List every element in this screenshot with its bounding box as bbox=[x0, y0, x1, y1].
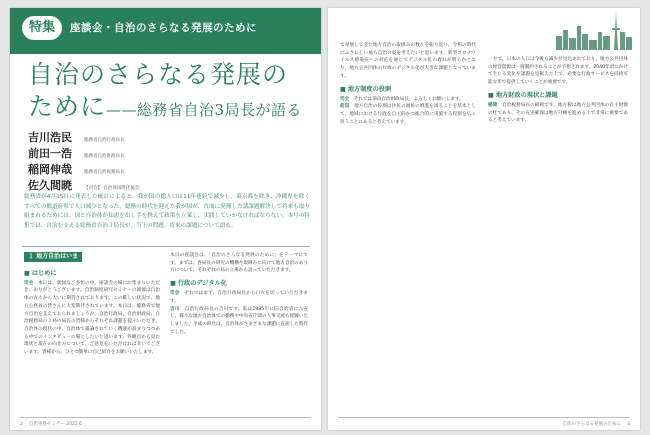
lead-paragraph: 総務省が4月15日に発表した統計によると、我が国の総人口は11年連続で減少し、東京都を除き、沖縄県を除くすべての都道府県で人口減少となった。総務の時代を迎えた我が国が、直面に発揮した諸課題解決して将来も取り組まれるためには、国と自治体が知恵を出し手を携えて政策を立案し、実践していかなければならない。本号の特集では、自治を支える総務省自治３局長が、当下の問題、将来の課題について語る。 bbox=[24, 194, 310, 229]
left-page bbox=[10, 8, 321, 430]
right-column-2 bbox=[488, 56, 628, 125]
header-band bbox=[10, 8, 321, 54]
paragraph bbox=[340, 96, 476, 104]
paragraph bbox=[340, 42, 476, 81]
paragraph-text: 一方で、日本の人口は今後も減少が見込まれており、地方公共団体の経営資源は一層制約されることが予想されます。2040年頃にかけて生じる変化や課題を見据えた上で、必要な行政サービスを持続可能な形で提供していくことが重要です。 bbox=[488, 57, 628, 86]
participant bbox=[28, 129, 139, 145]
paragraph bbox=[170, 290, 308, 305]
paragraph bbox=[170, 252, 308, 275]
paragraph-text: 地方自治の役割は住民の福祉の増進を図ることを基本として、地域における行政を自主的かつ総合的に実施する役割を広く担うことにあると考えています。 bbox=[340, 104, 476, 125]
speaker-label: 司会 bbox=[170, 291, 180, 297]
participant-role: 総務省自治行政局長 bbox=[84, 138, 125, 143]
footer-rule bbox=[338, 417, 630, 418]
footer-rule bbox=[20, 417, 311, 418]
page-number: 3 bbox=[627, 422, 630, 427]
article-title: 自治のさらなる発展の bbox=[28, 60, 289, 89]
subheading: ■ はじめに bbox=[24, 269, 160, 278]
divider bbox=[22, 246, 310, 247]
participant-role: 総務省自治税務局長 bbox=[84, 170, 125, 175]
city-skyline-illustration bbox=[554, 10, 636, 50]
paragraph-text: それでは前田自治財政局長、よろしくお願いします。 bbox=[353, 96, 464, 102]
paragraph bbox=[340, 103, 476, 126]
speaker-label: 稲岡 bbox=[488, 102, 498, 108]
paragraph-text: て発展してきた地方自治の取組みの数々を振り返り、令和の時代にふさわしい地方自治の姿を考えたいと思います。新型コロナウイルス感染症への対応を通じてデジタル化の遅れが明らかとなり、地方公共団体の行政のデジタル化が大きな課題となっています。 bbox=[340, 43, 476, 79]
paragraph-text: 自治行政局長の吉川です。私は1985年に旧自治省に入省し、様々な地方自治体での勤務や中央省庁間の人事交流も経験いたしました。平成の時代は、自治体がさまざまな課題に直面した時代でした。 bbox=[170, 306, 308, 335]
feature-subtitle: 座談会・自治のさらなる発展のために bbox=[70, 22, 257, 34]
footer-label: 自治実務セミナー 2022.6 bbox=[28, 422, 83, 427]
article-title-line2 bbox=[28, 92, 302, 125]
participant bbox=[28, 145, 139, 161]
paragraph-text: 本日は、新緑なご多忙の中、座談会の場にお集まりいただき、ありがとうございます。自治制度研究セミナーの開催は自治体の方々から大いに期待されております。この厳しい状況で、地方公務員の皆さんに大変期待されています。本日は、総務省で地方自治を支えておられましょうか。自治行政局、自治財政局、自治税務局の３局の局長の皆様からそれぞれ課題を提示いただき、自治体の現状の中、自治体で議論されていく機運が高まりつつある中でのインタビューの場としたいと思います。各観点から見た現状と現在の向き方について、ご意見をいただければ幸いでございます。皆様から、ひとつ簡単に自己紹介をお願いいたします。 bbox=[24, 280, 160, 356]
subheading: ■ 行政のデジタル化 bbox=[170, 279, 308, 288]
article-title-line2-main: ために bbox=[28, 92, 107, 121]
left-column-2 bbox=[170, 252, 308, 336]
subheading: ■ 地方制度の役割 bbox=[340, 85, 476, 94]
participant-name: 稲岡伸哉 bbox=[28, 163, 72, 176]
section-heading: １ 地方自治はいま bbox=[24, 252, 82, 262]
paragraph bbox=[488, 56, 628, 87]
participant-role: 【司会】 自治体国際化協会 bbox=[84, 186, 140, 191]
footer-label: 自治のさらなる発展のために bbox=[562, 422, 622, 427]
participant-name: 前田一浩 bbox=[28, 147, 72, 160]
page-number: 2 bbox=[20, 422, 23, 427]
speaker-label: 司会 bbox=[340, 96, 350, 102]
participant bbox=[28, 161, 139, 177]
paragraph-text: 本日の座談会は、「自治のさらなる発展のために」をテーマにです。まずは、各局長の研究の機構や取組みに向けて地方自治のあり方について、それぞれの局の立場から語っていただきます。 bbox=[170, 253, 308, 274]
paragraph-text: それではまず、自治行政局長から口火を切っていただきます。 bbox=[170, 291, 308, 304]
participant-name: 吉川浩民 bbox=[28, 131, 72, 144]
paragraph bbox=[24, 280, 160, 357]
right-page bbox=[328, 8, 640, 430]
feature-tag: 特集 bbox=[22, 16, 62, 40]
left-column-1 bbox=[24, 252, 160, 357]
paragraph bbox=[488, 102, 628, 125]
speaker-label: 吉川 bbox=[170, 306, 180, 312]
speaker-label: 司会 bbox=[24, 280, 34, 286]
participant-role: 総務省自治財政局長 bbox=[84, 154, 125, 159]
subheading: ■ 地方財政の現状と課題 bbox=[488, 91, 628, 100]
right-column-1 bbox=[340, 42, 476, 126]
participant-name: 佐久間暁 bbox=[28, 179, 72, 192]
footer-right bbox=[563, 421, 630, 427]
article-title-line2-sub: ——総務省自治3局長が語る bbox=[106, 101, 303, 119]
participant-list bbox=[28, 129, 139, 193]
speaker-label: 前田 bbox=[340, 104, 350, 110]
participant bbox=[28, 177, 139, 193]
paragraph bbox=[170, 306, 308, 337]
paragraph-text: 自治税務局長の稲岡です。地方税は地方公共団体の自主財源の柱であり、その充実確保は地方分権を進める上で非常に重要であると考えています。 bbox=[488, 102, 628, 124]
footer-left bbox=[20, 421, 82, 427]
